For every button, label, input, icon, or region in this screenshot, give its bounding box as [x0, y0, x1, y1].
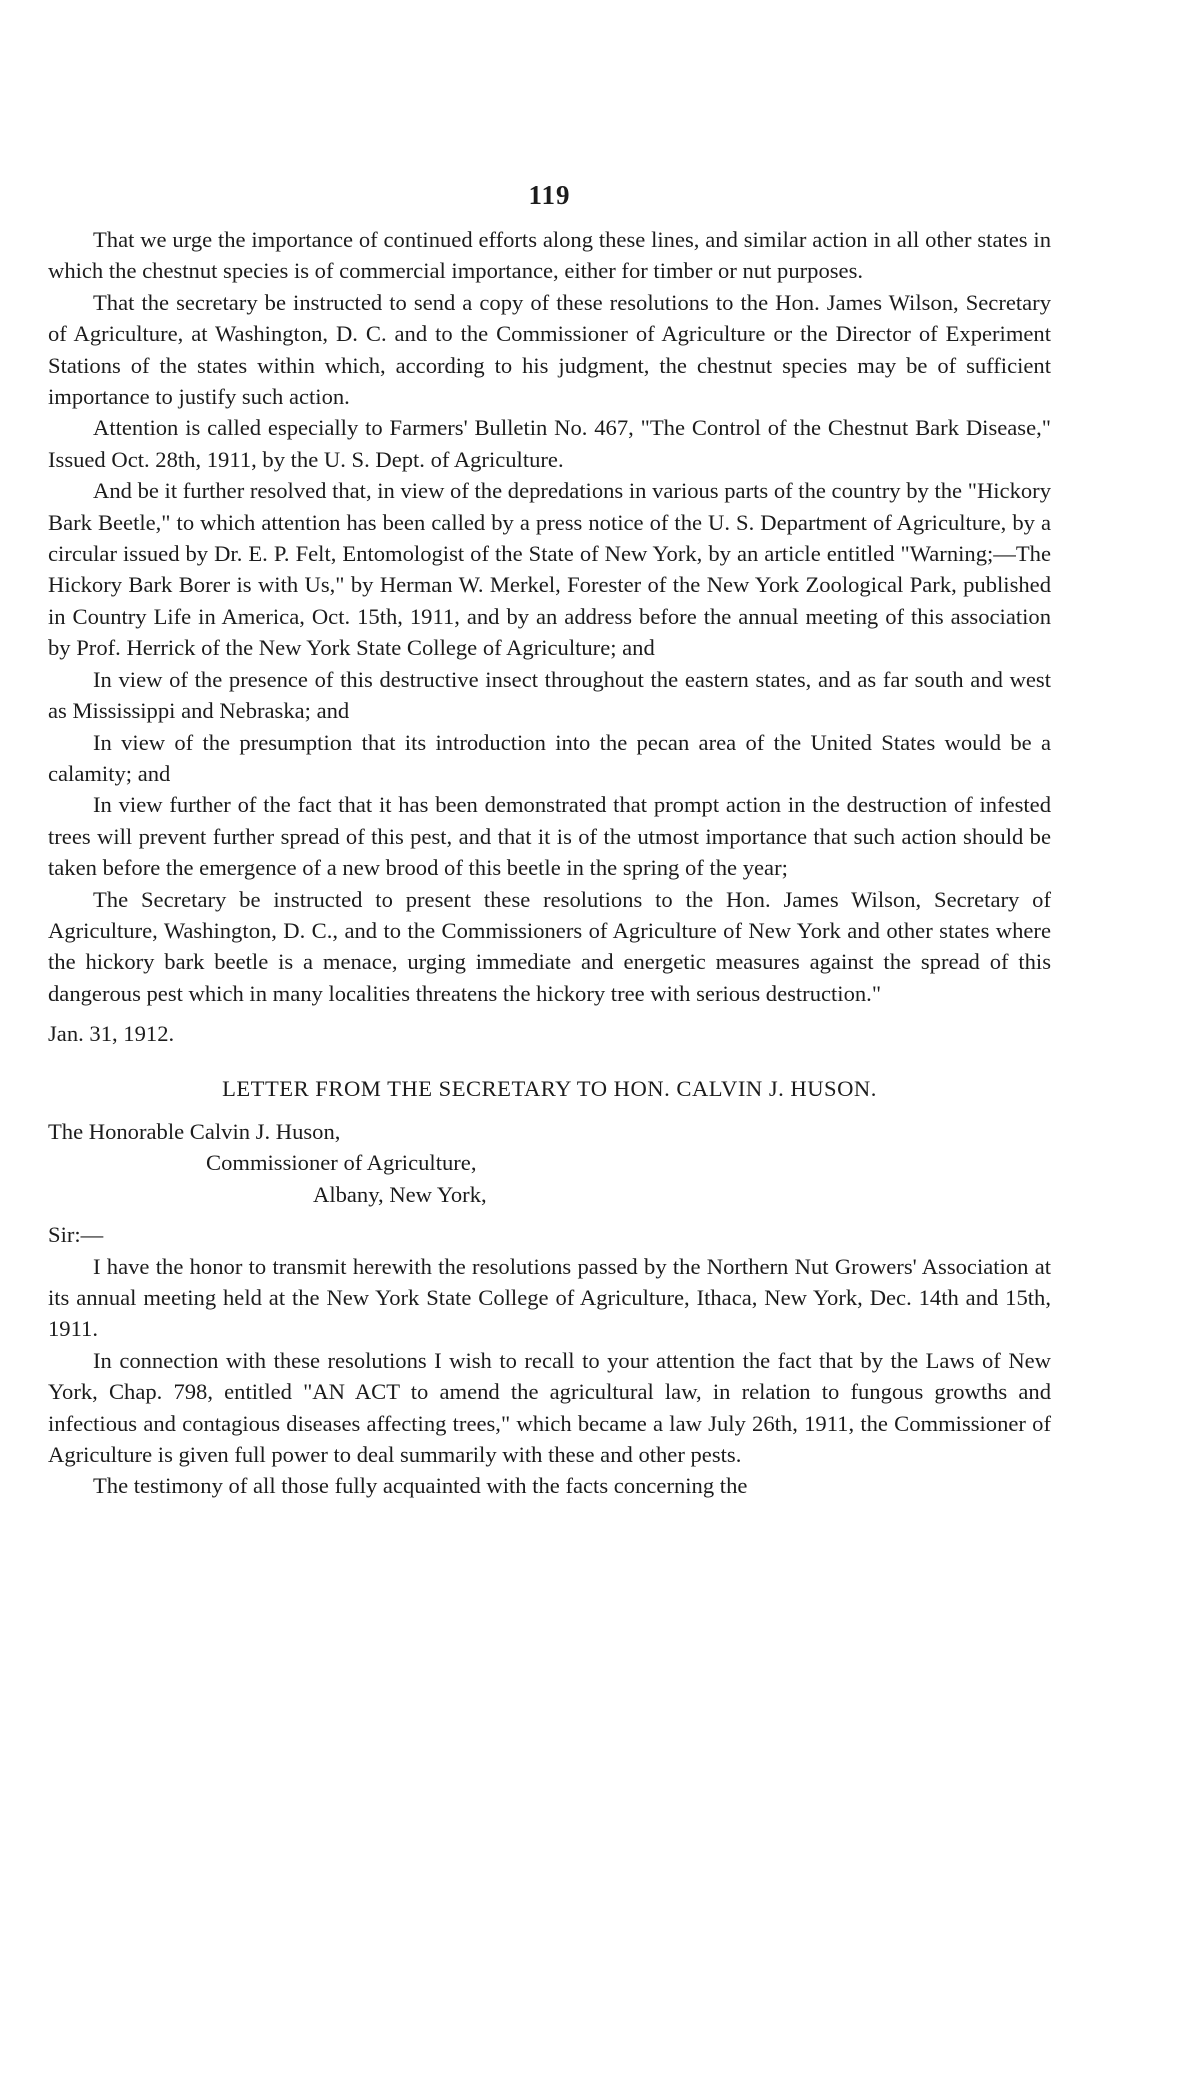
- address-line-3: Albany, New York,: [313, 1181, 487, 1207]
- letter-paragraph-2: In connection with these resolutions I wish to recall to your attention the fact that by the Laws of New York, Chap. 798, entitled "AN ACT to amend the agricultural law, in relation to fungous growths and infectious and contagious diseases affecting trees," which became a law July 26th, 1911, the Commissioner of Agriculture is given full power to deal summarily with these and other pests.: [48, 1347, 1051, 1468]
- address-line-2: Commissioner of Agriculture,: [206, 1150, 477, 1176]
- resolution-paragraph-5: In view of the presence of this destructive insect throughout the eastern states, and as far south and west as Mississippi and Nebraska; and: [48, 666, 1051, 724]
- resolution-date: Jan. 31, 1912.: [48, 1021, 175, 1047]
- resolution-paragraph-1: That we urge the importance of continued efforts along these lines, and similar action in all other states in which the chestnut species is of commercial importance, either for timber or nut purposes.: [48, 227, 1051, 284]
- document-page: [48, 178, 1051, 1502]
- letter-address: [48, 1116, 1051, 1210]
- address-line-1: The Honorable Calvin J. Huson,: [48, 1118, 341, 1144]
- resolution-paragraph-3: Attention is called especially to Farmers' Bulletin No. 467, "The Control of the Chestnut Bark Disease," Issued Oct. 28th, 1911, by the U. S. Dept. of Agriculture.: [48, 415, 1051, 472]
- resolution-paragraph-7: In view further of the fact that it has been demonstrated that prompt action in the destruction of infested trees will prevent further spread of this pest, and that it is of the utmost importance that such action should be taken before the emergence of a new brood of this beetle in the spring of the year;: [48, 792, 1051, 881]
- letter-heading: LETTER FROM THE SECRETARY TO HON. CALVIN J. HUSON.: [222, 1075, 877, 1101]
- resolution-paragraph-4: And be it further resolved that, in view of the depredations in various parts of the country by the "Hickory Bark Beetle," to which attention has been called by a press notice of the U. S. Department of Agriculture, by a circular issued by Dr. E. P. Felt, Entomologist of the State of New York, by an article entitled "Warning;—The Hickory Bark Borer is with Us," by Herman W. Merkel, Forester of the New York Zoological Park, published in Country Life in America, Oct. 15th, 1911, and by an address before the annual meeting of this association by Prof. Herrick of the New York State College of Agriculture; and: [48, 478, 1051, 661]
- letter-paragraph-1: I have the honor to transmit herewith the resolutions passed by the Northern Nut Growers' Association at its annual meeting held at the New York State College of Agriculture, Ithaca, New York, Dec. 14th and 15th, 1911.: [48, 1253, 1051, 1342]
- resolution-paragraph-2: That the secretary be instructed to send a copy of these resolutions to the Hon. James Wilson, Secretary of Agriculture, at Washington, D. C. and to the Commissioner of Agriculture or the Director of Experiment Stations of the states within which, according to his judgment, the chestnut species may be of sufficient importance to justify such action.: [48, 289, 1051, 410]
- resolution-paragraph-8: The Secretary be instructed to present these resolutions to the Hon. James Wilson, Secretary of Agriculture, Washington, D. C., and to the Commissioners of Agriculture of New York and other states where the hickory bark beetle is a menace, urging immediate and energetic measures against the spread of this dangerous pest which in many localities threatens the hickory tree with serious destruction.": [48, 886, 1051, 1006]
- resolution-paragraph-6: In view of the presumption that its introduction into the pecan area of the United States would be a calamity; and: [48, 729, 1051, 786]
- letter-salutation: Sir:—: [48, 1222, 104, 1248]
- letter-paragraph-3: The testimony of all those fully acquainted with the facts concerning the: [93, 1473, 748, 1499]
- page-number: 119: [528, 180, 571, 210]
